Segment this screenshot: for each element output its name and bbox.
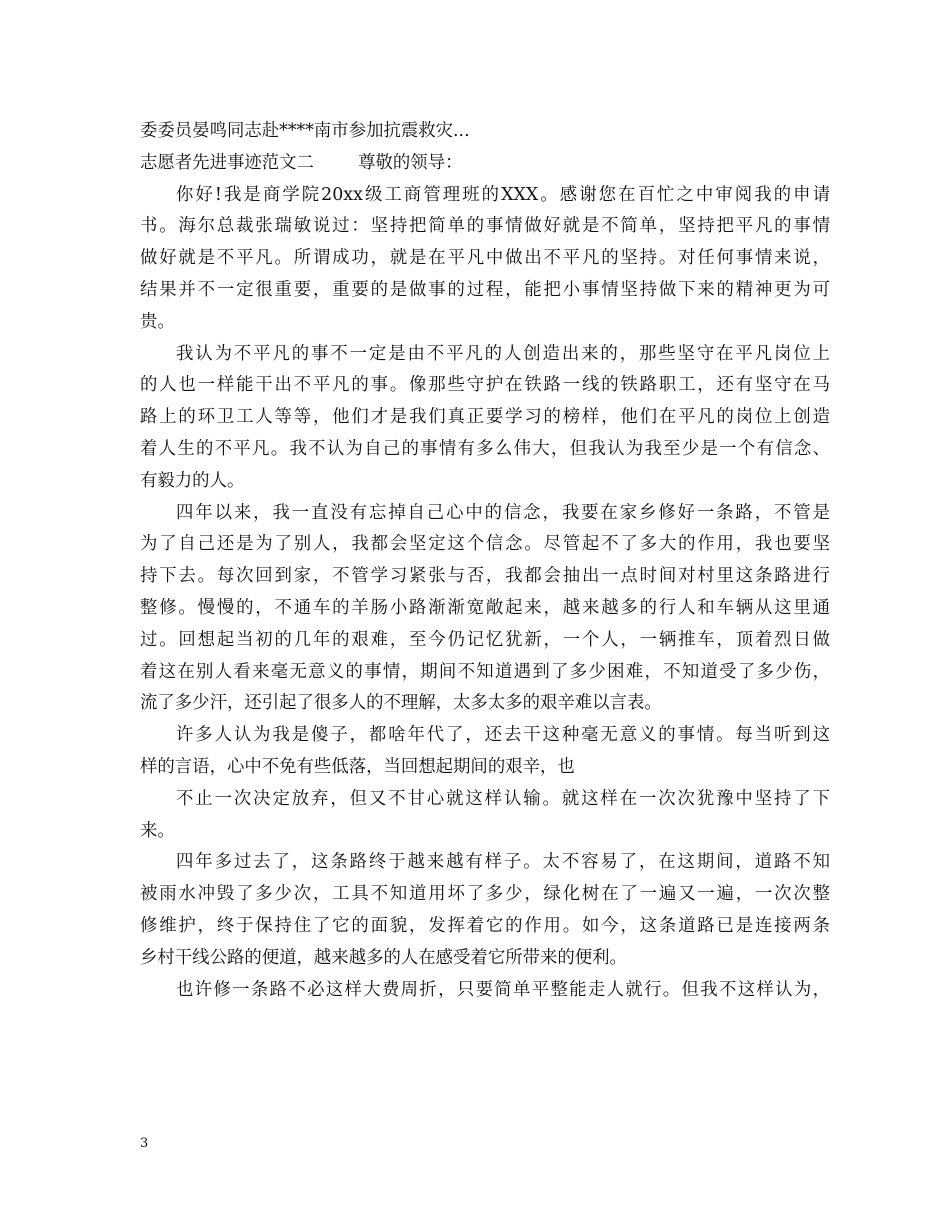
text-line: 书。海尔总裁张瑞敏说过：坚持把简单的事情做好就是不简单，坚持把平凡的事情 <box>140 216 830 237</box>
text-line: 的人也一样能干出不平凡的事。像那些守护在铁路一线的铁路职工，还有坚守在马 <box>140 375 830 396</box>
paragraph-first-line: 不止一次决定放弃，但又不甘心就这样认输。就这样在一次次犹豫中坚持了下 <box>176 788 830 809</box>
text-line: 为了自己还是为了别人，我都会坚定这个信念。尽管起不了多大的作用，我也要坚 <box>140 534 830 555</box>
text-line: 做好就是不平凡。所谓成功，就是在平凡中做出不平凡的坚持。对任何事情来说， <box>140 248 830 269</box>
text-line: 过。回想起当初的几年的艰难，至今仍记忆犹新，一个人，一辆推车，顶着烈日做 <box>140 629 830 650</box>
text-line: 有毅力的人。 <box>140 470 245 491</box>
text-line: 路上的环卫工人等等，他们才是我们真正要学习的榜样，他们在平凡的岗位上创造 <box>140 407 830 428</box>
text-line: 乡村干线公路的便道，越来越多的人在感受着它所带来的便利。 <box>140 947 627 968</box>
text-line: 委委员晏鸣同志赴****南市参加抗震救灾... <box>140 121 470 141</box>
paragraph-first-line: 也许修一条路不必这样大费周折，只要简单平整能走人就行。但我不这样认为， <box>176 979 830 1000</box>
text-line: 被雨水冲毁了多少次，工具不知道用坏了多少，绿化树在了一遍又一遍，一次次整 <box>140 884 830 905</box>
text-line: 贵。 <box>140 311 175 332</box>
text-line: 志愿者先进事迹范文二 尊敬的领导： <box>140 152 463 173</box>
body-text <box>140 116 830 1006</box>
text-line: 结果并不一定很重要，重要的是做事的过程，能把小事情坚持做下来的精神更为可 <box>140 279 830 300</box>
text-line: 持下去。每次回到家，不管学习紧张与否，我都会抽出一点时间对村里这条路进行 <box>140 566 830 587</box>
paragraph-first-line: 四年多过去了，这条路终于越来越有样子。太不容易了，在这期间，道路不知 <box>176 852 830 873</box>
paragraph-first-line: 许多人认为我是傻子，都啥年代了，还去干这种毫无意义的事情。每当听到这 <box>176 725 830 746</box>
paragraph-first-line: 你好!我是商学院20xx级工商管理班的XXX。感谢您在百忙之中审阅我的申请 <box>176 184 830 205</box>
text-line: 修维护，终于保持住了它的面貌，发挥着它的作用。如今，这条道路已是连接两条 <box>140 915 830 936</box>
paragraph-first-line: 四年以来，我一直没有忘掉自己心中的信念，我要在家乡修好一条路，不管是 <box>176 502 830 523</box>
page-number: 3 <box>140 1136 149 1151</box>
text-line: 着人生的不平凡。我不认为自己的事情有多么伟大，但我认为我至少是一个有信念、 <box>140 438 830 459</box>
text-line: 着这在别人看来毫无意义的事情，期间不知道遇到了多少困难，不知道受了多少伤， <box>140 661 830 682</box>
text-line: 流了多少汗，还引起了很多人的不理解，太多太多的艰辛难以言表。 <box>140 693 662 714</box>
text-line: 样的言语，心中不免有些低落，当回想起期间的艰辛，也 <box>140 756 575 777</box>
text-line: 整修。慢慢的，不通车的羊肠小路渐渐宽敞起来，越来越多的行人和车辆从这里通 <box>140 597 830 618</box>
paragraph-first-line: 我认为不平凡的事不一定是由不平凡的人创造出来的，那些坚守在平凡岗位上 <box>176 343 830 364</box>
text-line: 来。 <box>140 820 175 841</box>
